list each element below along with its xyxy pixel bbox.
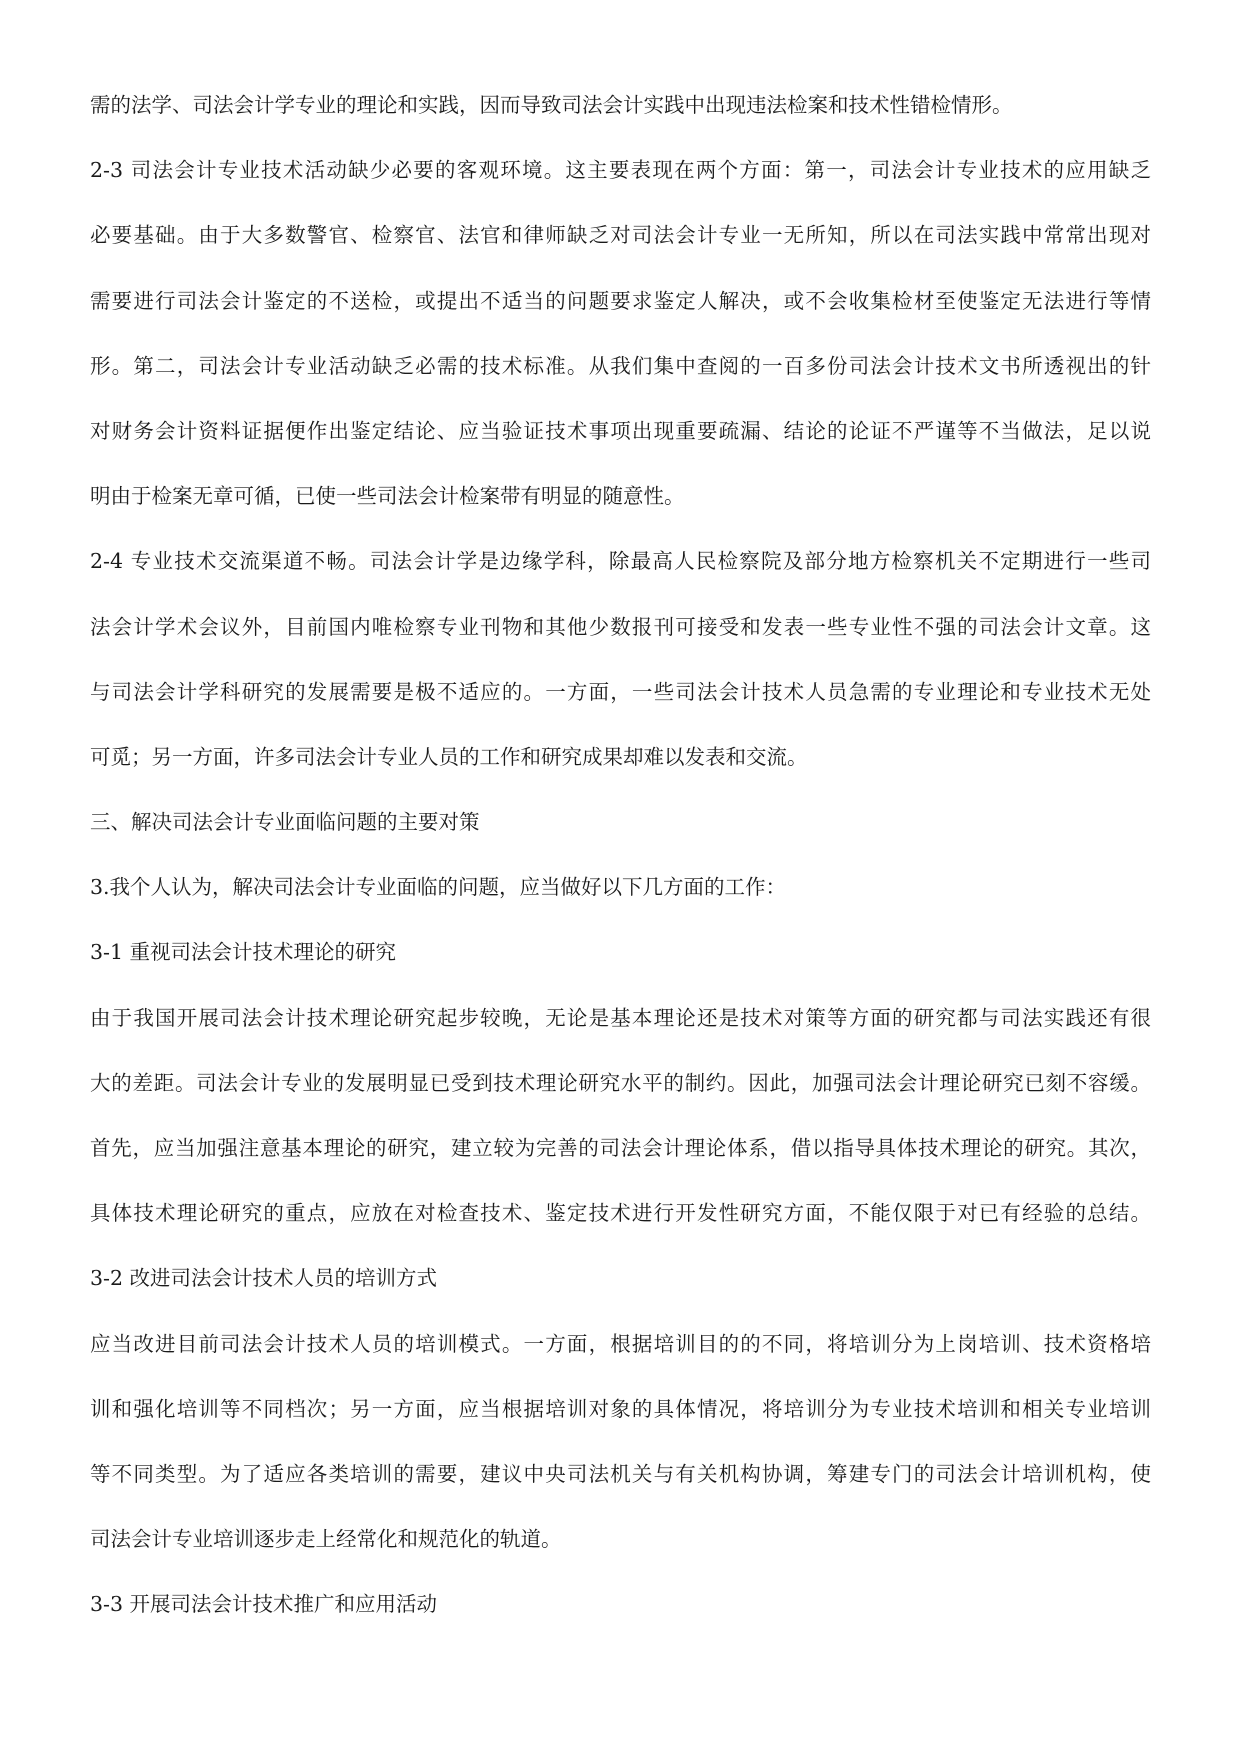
- text-line: 3.我个人认为，解决司法会计专业面临的问题，应当做好以下几方面的工作：: [90, 875, 787, 900]
- text-line: 2-4 专业技术交流渠道不畅。司法会计学是边缘学科，除最高人民检察院及部分地方检察机关不定期进行一些司: [90, 549, 1151, 574]
- text-line: 3-3 开展司法会计技术推广和应用活动: [90, 1592, 438, 1617]
- text-line: 3-1 重视司法会计技术理论的研究: [90, 940, 397, 965]
- text-line: 司法会计专业培训逐步走上经常化和规范化的轨道。: [90, 1527, 562, 1552]
- text-line: 形。第二，司法会计专业活动缺乏必需的技术标准。从我们集中查阅的一百多份司法会计技术文书所透视出的针: [90, 353, 1151, 378]
- text-line: 与司法会计学科研究的发展需要是极不适应的。一方面，一些司法会计技术人员急需的专业理论和专业技术无处: [90, 679, 1151, 704]
- text-line: 需的法学、司法会计学专业的理论和实践，因而导致司法会计实践中出现违法检案和技术性错检情形。: [90, 93, 1013, 117]
- text-line: 由于我国开展司法会计技术理论研究起步较晚，无论是基本理论还是技术对策等方面的研究都与司法实践还有很: [90, 1005, 1151, 1030]
- text-line: 训和强化培训等不同档次；另一方面，应当根据培训对象的具体情况，将培训分为专业技术培训和相关专业培训: [90, 1396, 1151, 1421]
- text-line: 应当改进目前司法会计技术人员的培训模式。一方面，根据培训目的的不同，将培训分为上岗培训、技术资格培: [90, 1331, 1151, 1356]
- text-line: 3-2 改进司法会计技术人员的培训方式: [90, 1266, 438, 1291]
- text-line: 法会计学术会议外，目前国内唯检察专业刊物和其他少数报刊可接受和发表一些专业性不强的司法会计文章。这: [90, 614, 1151, 639]
- text-line: 2-3 司法会计专业技术活动缺少必要的客观环境。这主要表现在两个方面：第一，司法会计专业技术的应用缺乏: [90, 158, 1151, 183]
- text-line: 大的差距。司法会计专业的发展明显已受到技术理论研究水平的制约。因此，加强司法会计理论研究已刻不容缓。: [90, 1070, 1151, 1095]
- text-line: 三、解决司法会计专业面临问题的主要对策: [90, 810, 480, 835]
- text-line: 需要进行司法会计鉴定的不送检，或提出不适当的问题要求鉴定人解决，或不会收集检材至使鉴定无法进行等情: [90, 288, 1151, 313]
- text-line: 明由于检案无章可循，已使一些司法会计检案带有明显的随意性。: [90, 484, 685, 509]
- text-line: 可觅；另一方面，许多司法会计专业人员的工作和研究成果却难以发表和交流。: [90, 744, 808, 769]
- text-line: 首先，应当加强注意基本理论的研究，建立较为完善的司法会计理论体系，借以指导具体技术理论的研究。其次，: [90, 1136, 1151, 1160]
- text-line: 对财务会计资料证据便作出鉴定结论、应当验证技术事项出现重要疏漏、结论的论证不严谨等不当做法，足以说: [90, 418, 1151, 443]
- document-page: [90, 88, 1151, 1653]
- text-line: 等不同类型。为了适应各类培训的需要，建议中央司法机关与有关机构协调，筹建专门的司法会计培训机构，使: [90, 1461, 1151, 1486]
- text-line: 具体技术理论研究的重点，应放在对检查技术、鉴定技术进行开发性研究方面，不能仅限于对已有经验的总结。: [90, 1201, 1151, 1226]
- text-line: 必要基础。由于大多数警官、检察官、法官和律师缺乏对司法会计专业一无所知，所以在司法实践中常常出现对: [90, 223, 1151, 248]
